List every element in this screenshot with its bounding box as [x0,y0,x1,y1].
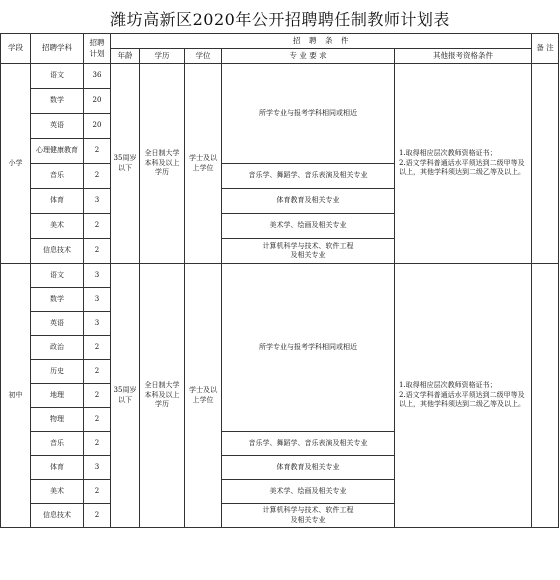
subject-cell: 历史 [31,360,84,384]
plan-cell: 3 [84,189,111,214]
plan-cell: 2 [84,336,111,360]
major-art-primary: 美术学、绘画及相关专业 [222,214,395,239]
subject-cell: 政治 [31,336,84,360]
subject-cell: 信息技术 [31,504,84,528]
stage-cell-primary: 小学 [1,64,31,264]
major-general-middle: 所学专业与报考学科相同或相近 [222,264,395,432]
major-it-middle: 计算机科学与技术、软件工程 及相关专业 [222,504,395,528]
plan-cell: 36 [84,64,111,89]
major-pe-middle: 体育教育及相关专业 [222,456,395,480]
subject-cell: 语文 [31,64,84,89]
degree-cell-primary: 学士及以 上学位 [185,64,222,264]
header-other: 其他报考资格条件 [395,49,532,64]
subject-cell: 体育 [31,456,84,480]
subject-cell: 音乐 [31,432,84,456]
subject-cell: 物理 [31,408,84,432]
other-conditions-primary: 1.取得相应层次教师资格证书； 2.语文学科普通话水平须达到二级甲等及以上，其他学科须达到二级乙等及以上。 [395,64,532,264]
degree-cell-middle: 学士及以 上学位 [185,264,222,528]
plan-cell: 3 [84,312,111,336]
plan-cell: 2 [84,408,111,432]
header-subject: 招聘学科 [31,34,84,64]
major-general-primary: 所学专业与报考学科相同或相近 [222,64,395,164]
major-music-middle: 音乐学、舞蹈学、音乐表演及相关专业 [222,432,395,456]
plan-cell: 2 [84,214,111,239]
subject-cell: 语文 [31,264,84,288]
major-it-primary: 计算机科学与技术、软件工程 及相关专业 [222,239,395,264]
subject-cell: 信息技术 [31,239,84,264]
table-row [1,264,559,288]
subject-cell: 音乐 [31,164,84,189]
plan-cell: 2 [84,384,111,408]
header-age: 年龄 [111,49,140,64]
plan-cell: 3 [84,288,111,312]
stage-cell-middle: 初中 [1,264,31,528]
major-art-middle: 美术学、绘画及相关专业 [222,480,395,504]
plan-cell: 3 [84,264,111,288]
age-cell-primary: 35周岁 以下 [111,64,140,264]
age-cell-middle: 35周岁 以下 [111,264,140,528]
plan-cell: 2 [84,164,111,189]
subject-cell: 体育 [31,189,84,214]
plan-cell: 2 [84,360,111,384]
header-major: 专 业 要 求 [222,49,395,64]
major-music-primary: 音乐学、舞蹈学、音乐表演及相关专业 [222,164,395,189]
subject-cell: 地理 [31,384,84,408]
plan-cell: 20 [84,114,111,139]
subject-cell: 数学 [31,288,84,312]
plan-cell: 2 [84,139,111,164]
recruitment-plan-table [0,33,559,528]
remarks-cell-primary [532,64,559,264]
header-conditions: 招 聘 条 件 [111,34,532,49]
education-cell-middle: 全日制大学 本科及以上 学历 [140,264,185,528]
plan-cell: 2 [84,432,111,456]
header-plan: 招聘 计划 [84,34,111,64]
table-row [1,64,559,89]
subject-cell: 数学 [31,89,84,114]
plan-cell: 2 [84,504,111,528]
remarks-cell-middle [532,264,559,528]
header-education: 学历 [140,49,185,64]
plan-cell: 2 [84,239,111,264]
header-degree: 学位 [185,49,222,64]
subject-cell: 美术 [31,214,84,239]
plan-cell: 2 [84,480,111,504]
other-conditions-middle: 1.取得相应层次教师资格证书； 2.语文学科普通话水平须达到二级甲等及以上，其他学科须达到二级乙等及以上。 [395,264,532,528]
subject-cell: 英语 [31,114,84,139]
header-remarks: 备 注 [532,34,559,64]
education-cell-primary: 全日制大学 本科及以上 学历 [140,64,185,264]
page-title: 潍坊高新区2020年公开招聘聘任制教师计划表 [110,10,450,29]
major-pe-primary: 体育教育及相关专业 [222,189,395,214]
subject-cell: 心理健康教育 [31,139,84,164]
subject-cell: 英语 [31,312,84,336]
subject-cell: 美术 [31,480,84,504]
plan-cell: 3 [84,456,111,480]
header-stage: 学段 [1,34,31,64]
plan-cell: 20 [84,89,111,114]
